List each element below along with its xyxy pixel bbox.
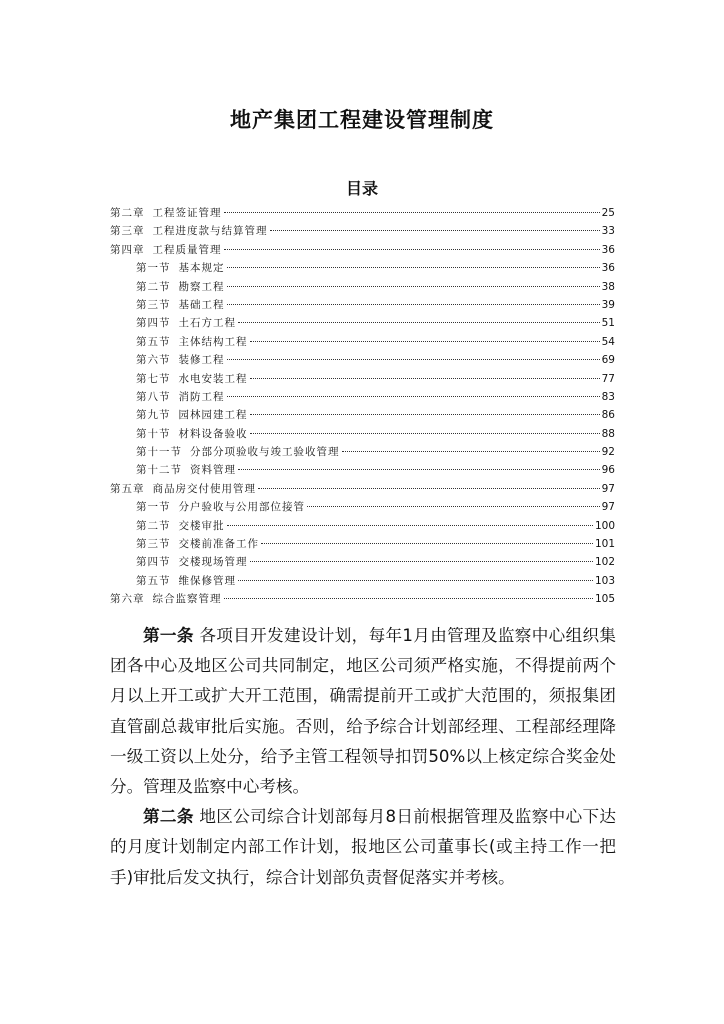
- toc-entry-page: 97: [601, 501, 615, 514]
- toc-entry-title: 土石方工程: [178, 317, 236, 330]
- toc-entry-page: 83: [601, 390, 615, 403]
- toc-entry-number: 第二章: [110, 207, 145, 219]
- toc-entry-number: 第三节: [136, 538, 171, 551]
- toc-entry-page: 86: [601, 409, 615, 422]
- toc-dot-leader: [270, 230, 600, 231]
- toc-entry-label: [110, 480, 256, 498]
- toc-entry-number: 第九节: [136, 409, 171, 422]
- toc-entry-label: [136, 443, 340, 461]
- toc-entry-number: 第五节: [136, 574, 171, 587]
- toc-dot-leader: [258, 488, 600, 489]
- toc-entry[interactable]: [110, 241, 615, 259]
- toc-entry[interactable]: [110, 517, 615, 535]
- toc-entry-label: [136, 461, 236, 479]
- toc-dot-leader: [227, 304, 600, 305]
- toc-dot-leader: [307, 506, 600, 507]
- toc-entry-label: [136, 517, 225, 535]
- toc-entry-page: 92: [601, 446, 615, 459]
- toc-entry-number: 第四节: [136, 556, 171, 569]
- toc-entry[interactable]: [110, 370, 615, 388]
- toc-entry-label: [136, 259, 225, 277]
- toc-entry-page: 100: [594, 519, 615, 532]
- toc-entry-label: [110, 222, 268, 240]
- toc-entry-label: [136, 278, 225, 296]
- toc-entry[interactable]: [110, 553, 615, 571]
- toc-entry-label: [136, 572, 236, 590]
- toc-entry[interactable]: [110, 590, 615, 608]
- toc-entry-number: 第三章: [110, 225, 145, 238]
- toc-entry-label: [136, 406, 248, 424]
- toc-entry-label: [136, 296, 225, 314]
- article-2-text: 地区公司综合计划部每月8日前根据管理及监察中心下达的月度计划制定内部工作计划，报地区公司董事长(或主持工作一把手)审批后发文执行，综合计划部负责督促落实并考核。: [110, 807, 617, 887]
- toc-entry-page: 54: [601, 335, 615, 348]
- toc-entry[interactable]: [110, 222, 615, 240]
- toc-entry-number: 第十节: [136, 427, 171, 440]
- toc-entry-label: [136, 314, 236, 332]
- toc-entry-number: 第二节: [136, 519, 171, 532]
- toc-entry-title: 消防工程: [178, 390, 225, 403]
- toc-entry[interactable]: [110, 388, 615, 406]
- table-of-contents: [110, 204, 615, 609]
- toc-entry-page: 25: [601, 207, 615, 219]
- toc-entry-label: [136, 333, 248, 351]
- toc-heading: 目录: [345, 179, 378, 198]
- toc-entry-title: 分部分项验收与竣工验收管理: [190, 446, 340, 459]
- toc-entry-page: 77: [601, 372, 615, 385]
- toc-entry-number: 第八节: [136, 390, 171, 403]
- toc-entry-title: 分户验收与公用部位接管: [178, 501, 305, 514]
- toc-entry-page: 51: [601, 317, 615, 330]
- toc-entry-label: [136, 425, 248, 443]
- toc-entry-page: 88: [601, 427, 615, 440]
- toc-entry-title: 工程质量管理: [152, 243, 222, 256]
- toc-dot-leader: [227, 359, 600, 360]
- toc-entry-number: 第四章: [110, 243, 145, 256]
- toc-dot-leader: [224, 249, 600, 250]
- toc-dot-leader: [224, 598, 593, 599]
- toc-dot-leader: [227, 396, 600, 397]
- toc-entry-title: 交楼现场管理: [178, 556, 248, 569]
- toc-entry-title: 主体结构工程: [178, 335, 248, 348]
- toc-entry-title: 交楼审批: [178, 519, 225, 532]
- toc-entry-page: 102: [594, 556, 615, 569]
- toc-entry-number: 第一节: [136, 262, 171, 275]
- toc-dot-leader: [238, 469, 600, 470]
- toc-entry-page: 39: [601, 298, 615, 311]
- toc-entry-page: 96: [601, 464, 615, 477]
- toc-entry-number: 第三节: [136, 298, 171, 311]
- toc-dot-leader: [250, 414, 600, 415]
- toc-dot-leader: [250, 378, 600, 379]
- toc-entry[interactable]: [110, 296, 615, 314]
- toc-entry[interactable]: [110, 204, 615, 222]
- toc-entry-label: [136, 351, 225, 369]
- toc-entry-number: 第十二节: [136, 464, 182, 477]
- toc-entry-page: 36: [601, 262, 615, 275]
- toc-entry-label: [136, 535, 259, 553]
- toc-dot-leader: [342, 451, 600, 452]
- toc-entry-label: [136, 370, 248, 388]
- toc-entry-page: 97: [601, 482, 615, 495]
- toc-dot-leader: [227, 267, 600, 268]
- article-1-label: 第一条: [143, 626, 194, 645]
- toc-entry[interactable]: [110, 572, 615, 590]
- toc-entry[interactable]: [110, 333, 615, 351]
- toc-entry[interactable]: [110, 259, 615, 277]
- toc-entry-title: 交楼前准备工作: [178, 538, 259, 551]
- toc-entry-title: 工程签证管理: [152, 207, 222, 219]
- toc-entry-number: 第四节: [136, 317, 171, 330]
- toc-dot-leader: [261, 543, 593, 544]
- toc-entry-title: 工程进度款与结算管理: [152, 225, 268, 238]
- toc-entry[interactable]: [110, 480, 615, 498]
- toc-entry[interactable]: [110, 314, 615, 332]
- toc-entry-number: 第六节: [136, 354, 171, 367]
- toc-dot-leader: [227, 525, 593, 526]
- toc-entry-title: 商品房交付使用管理: [152, 482, 256, 495]
- toc-entry-label: [110, 241, 222, 259]
- toc-dot-leader: [238, 580, 593, 581]
- toc-entry-number: 第二节: [136, 280, 171, 293]
- toc-entry-title: 基本规定: [178, 262, 225, 275]
- toc-entry-page: 101: [594, 538, 615, 551]
- toc-entry-title: 勘察工程: [178, 280, 225, 293]
- document-title: 地产集团工程建设管理制度: [230, 108, 494, 132]
- toc-entry-title: 基础工程: [178, 298, 225, 311]
- toc-dot-leader: [227, 286, 600, 287]
- toc-entry-page: 38: [601, 280, 615, 293]
- toc-entry-label: [136, 553, 248, 571]
- toc-entry[interactable]: [110, 498, 615, 516]
- toc-entry-title: 水电安装工程: [178, 372, 248, 385]
- toc-entry-number: 第五节: [136, 335, 171, 348]
- toc-entry[interactable]: [110, 406, 615, 424]
- article-2-label: 第二条: [143, 807, 194, 827]
- toc-entry[interactable]: [110, 535, 615, 553]
- toc-entry-number: 第一节: [136, 501, 171, 514]
- article-1: [110, 621, 616, 802]
- toc-entry-page: 103: [594, 574, 615, 587]
- toc-entry-title: 材料设备验收: [178, 427, 248, 440]
- toc-entry[interactable]: [110, 278, 615, 296]
- toc-entry-title: 装修工程: [178, 354, 225, 367]
- toc-dot-leader: [250, 341, 600, 342]
- toc-entry-label: [136, 498, 305, 516]
- toc-entry-page: 105: [594, 593, 615, 606]
- toc-entry[interactable]: [110, 461, 615, 479]
- article-2: [110, 802, 616, 893]
- toc-dot-leader: [224, 212, 600, 213]
- toc-dot-leader: [238, 322, 600, 323]
- toc-entry-title: 维保修管理: [178, 574, 236, 587]
- toc-dot-leader: [250, 561, 593, 562]
- regulation-body: [110, 621, 616, 893]
- toc-entry[interactable]: [110, 425, 615, 443]
- article-1-text: 各项目开发建设计划，每年1月由管理及监察中心组织集团各中心及地区公司共同制定，地区公司须严格实施，不得提前两个月以上开工或扩大开工范围，确需提前开工或扩大范围的，须报集团直管副总裁审批后实施。否则，给予综合计划部经理、工程部经理降一级工资以上处分，给予主管工程领导扣罚50%以上核定综合奖金处分。管理及监察中心考核。: [110, 626, 617, 797]
- toc-entry-number: 第六章: [110, 593, 145, 606]
- toc-entry[interactable]: [110, 443, 615, 461]
- toc-entry-page: 33: [601, 225, 615, 238]
- toc-entry-title: 资料管理: [190, 464, 236, 477]
- toc-entry-number: 第七节: [136, 372, 171, 385]
- toc-entry-label: [110, 204, 222, 222]
- toc-entry-number: 第五章: [110, 482, 145, 495]
- toc-entry-label: [110, 590, 222, 608]
- toc-dot-leader: [250, 433, 600, 434]
- toc-entry-title: 综合监察管理: [152, 593, 222, 606]
- toc-entry-label: [136, 388, 225, 406]
- toc-entry-number: 第十一节: [136, 446, 182, 459]
- toc-entry-title: 园林园建工程: [178, 409, 248, 422]
- toc-entry-page: 36: [601, 243, 615, 256]
- toc-entry[interactable]: [110, 351, 615, 369]
- toc-entry-page: 69: [601, 354, 615, 367]
